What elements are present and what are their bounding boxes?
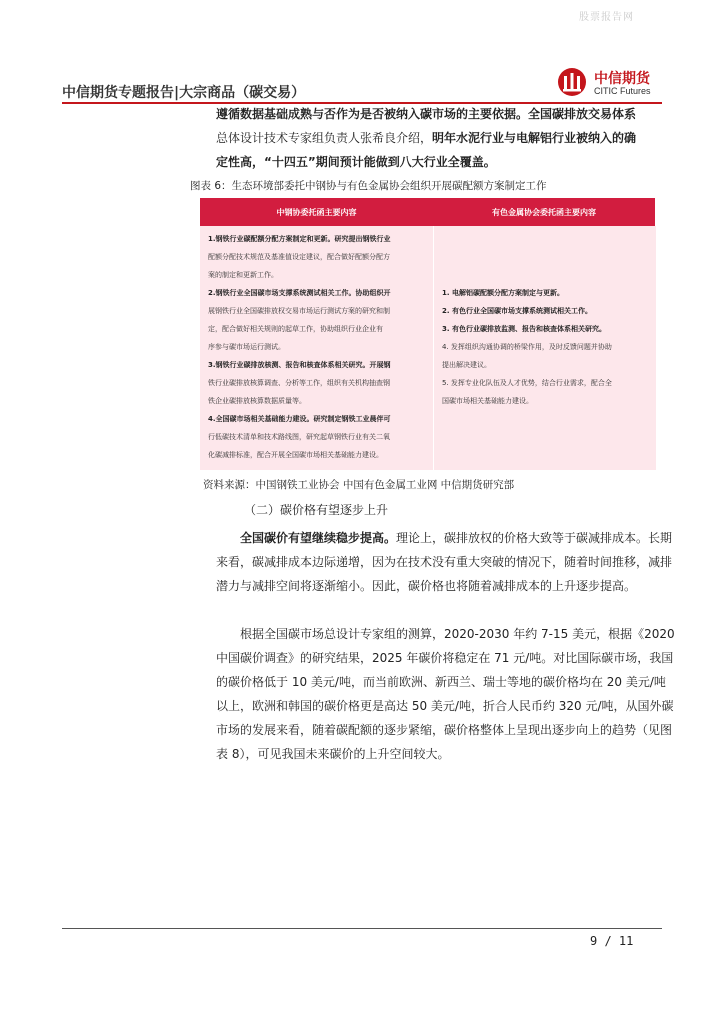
table-header-steel: 中钢协委托函主要内容 bbox=[200, 198, 433, 226]
figure-source: 资料来源：中国钢铁工业协会 中国有色金属工业网 中信期货研究部 bbox=[203, 479, 515, 491]
report-header-title: 中信期货专题报告|大宗商品（碳交易） bbox=[62, 85, 306, 101]
citic-logo-icon bbox=[556, 66, 588, 98]
table-header-nonferrous: 有色金属协会委托函主要内容 bbox=[433, 198, 655, 226]
logo-text-cn: 中信期货 bbox=[594, 71, 650, 87]
steel-line: 2.钢铁行业全国碳市场支撑系统测试相关工作。协助组织开 bbox=[208, 289, 391, 297]
steel-line: 定，配合做好相关规则的起草工作，协助组织行业企业有 bbox=[208, 325, 383, 333]
footer-divider bbox=[62, 928, 662, 929]
table-cell-steel bbox=[200, 226, 433, 470]
watermark: 股票报告网 bbox=[579, 12, 634, 23]
steel-line: 序参与碳市场运行测试。 bbox=[208, 343, 285, 351]
steel-line: 化碳减排标准，配合开展全国碳市场相关基础能力建设。 bbox=[208, 451, 383, 459]
nonferrous-line: 国碳市场相关基础能力建设。 bbox=[442, 397, 533, 405]
steel-line: 1.钢铁行业碳配额分配方案制定和更新。研究提出钢铁行业 bbox=[208, 235, 391, 243]
steel-line: 配额分配技术规范及基准值设定建议，配合做好配额分配方 bbox=[208, 253, 390, 261]
steel-line: 案的制定和更新工作。 bbox=[208, 271, 278, 279]
nonferrous-line: 5. 发挥专业化队伍及人才优势，结合行业需求，配合全 bbox=[442, 379, 612, 387]
quota-tasks-table bbox=[200, 198, 655, 470]
table-cell-nonferrous bbox=[433, 226, 656, 470]
nonferrous-line: 提出解决建议。 bbox=[442, 361, 491, 369]
intro-line-1: 遵循数据基础成熟与否作为是否被纳入碳市场的主要依据。全国碳排放交易体系 bbox=[216, 107, 637, 121]
body-paragraph-2 bbox=[216, 622, 676, 766]
section-heading: （二）碳价格有望逐步上升 bbox=[244, 503, 389, 517]
nonferrous-line: 4. 发挥组织沟通协调的桥梁作用，及时反馈问题并协助 bbox=[442, 343, 612, 351]
paragraph-1-text: 理论上，碳排放权的价格大致等于碳减排成本。长期来看，碳减排成本边际递增，因为在技术没有重大突破的情况下，随着时间推移，减排潜力与减排空间将逐渐缩小。因此，碳价格也将随着减排成本的上升逐步提高。 bbox=[216, 531, 673, 593]
steel-line: 展钢铁行业全国碳排放权交易市场运行测试方案的研究和制 bbox=[208, 307, 390, 315]
logo-text-en: CITIC Futures bbox=[594, 86, 651, 96]
citic-futures-logo bbox=[556, 66, 676, 100]
intro-line-2-plain: 总体设计技术专家组负责人张希良介绍， bbox=[216, 131, 433, 145]
intro-line-3: 定性高，“十四五”期间预计能做到八大行业全覆盖。 bbox=[216, 155, 496, 169]
intro-line-2-bold: 明年水泥行业与电解铝行业被纳入的确 bbox=[432, 131, 637, 145]
page-number: 9 / 11 bbox=[590, 934, 634, 948]
body-paragraph-1 bbox=[216, 526, 676, 598]
steel-line: 4.全国碳市场相关基础能力建设。研究制定钢铁工业晨伴可 bbox=[208, 415, 391, 423]
steel-line: 铁企业碳排放核算数据质量等。 bbox=[208, 397, 306, 405]
steel-line: 铁行业碳排放核算调查、分析等工作，组织有关机构抽查钢 bbox=[208, 379, 390, 387]
nonferrous-line: 1. 电解铝碳配额分配方案制定与更新。 bbox=[442, 289, 564, 297]
steel-line: 3.钢铁行业碳排放核测、报告和核查体系相关研究。开展钢 bbox=[208, 361, 391, 369]
paragraph-2-text: 根据全国碳市场总设计专家组的测算，2020-2030 年约 7-15 美元，根据《2020 中国碳价调查》的研究结果，2025 年碳价将稳定在 71 元/吨。对比国际碳市场，我国的碳价格低于 10 美元/吨，而当前欧洲、新西兰、瑞士等地的碳价格均在 20 美元/吨以上，欧洲和韩国的碳价格更是高达 50 美元/吨，折合人民币约 320 元/吨，从国外碳市场的发展来看，随着碳配额的逐步紧缩，碳价格整体上呈现出逐步向上的趋势（见图表 8），可见我国未来碳价的上升空间较大。 bbox=[216, 627, 675, 761]
steel-line: 行低碳技术清单和技术路线图，研究起草钢铁行业有关二氧 bbox=[208, 433, 390, 441]
figure-caption: 图表 6：生态环境部委托中钢协与有色金属协会组织开展碳配额方案制定工作 bbox=[190, 180, 547, 192]
intro-paragraph bbox=[216, 102, 676, 174]
nonferrous-line: 3. 有色行业碳排放监测、报告和核查体系相关研究。 bbox=[442, 325, 606, 333]
nonferrous-line: 2. 有色行业全国碳市场支撑系统测试相关工作。 bbox=[442, 307, 592, 315]
paragraph-1-lead: 全国碳价有望继续稳步提高。 bbox=[240, 531, 397, 545]
